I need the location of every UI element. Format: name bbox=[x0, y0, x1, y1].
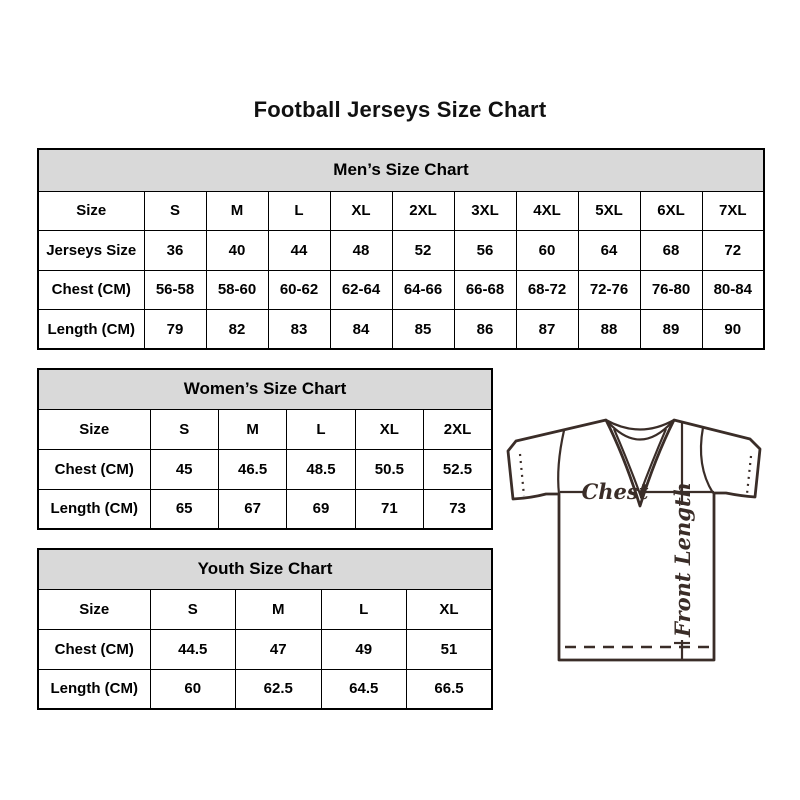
table-cell: 64.5 bbox=[321, 669, 407, 709]
table-cell: S bbox=[150, 589, 236, 629]
table-cell: 56-58 bbox=[144, 270, 206, 310]
table-cell: 46.5 bbox=[218, 449, 286, 489]
table-cell: 68-72 bbox=[516, 270, 578, 310]
row-label: Chest (CM) bbox=[38, 629, 150, 669]
right-armhole-seam bbox=[701, 428, 713, 494]
table-cell: 72 bbox=[702, 231, 764, 271]
row-label: Size bbox=[38, 589, 150, 629]
row-label: Length (CM) bbox=[38, 310, 144, 350]
table-cell: 50.5 bbox=[355, 449, 423, 489]
youth-size-table bbox=[37, 548, 493, 710]
table-cell: 49 bbox=[321, 629, 407, 669]
table-cell: 64 bbox=[578, 231, 640, 271]
table-cell: 56 bbox=[454, 231, 516, 271]
table-cell: 84 bbox=[330, 310, 392, 350]
table-row bbox=[38, 270, 764, 310]
row-label: Length (CM) bbox=[38, 669, 150, 709]
table-cell: 89 bbox=[640, 310, 702, 350]
table-cell: 7XL bbox=[702, 191, 764, 231]
front-length-measure-label: Front Length bbox=[670, 482, 695, 637]
left-armhole-seam bbox=[558, 431, 564, 495]
table-cell: 69 bbox=[287, 489, 355, 529]
table-title-row bbox=[38, 149, 764, 191]
table-cell: 48.5 bbox=[287, 449, 355, 489]
table-title: Youth Size Chart bbox=[38, 549, 492, 589]
table-cell: 71 bbox=[355, 489, 423, 529]
table-row bbox=[38, 409, 492, 449]
jersey-diagram bbox=[498, 394, 780, 694]
row-label: Length (CM) bbox=[38, 489, 150, 529]
table-cell: 82 bbox=[206, 310, 268, 350]
table-cell: 68 bbox=[640, 231, 702, 271]
table-row bbox=[38, 231, 764, 271]
table-cell: L bbox=[321, 589, 407, 629]
right-cuff-stitch bbox=[747, 456, 751, 494]
table-cell: 87 bbox=[516, 310, 578, 350]
table-cell: 6XL bbox=[640, 191, 702, 231]
table-cell: M bbox=[206, 191, 268, 231]
table-cell: 52.5 bbox=[424, 449, 492, 489]
table-cell: 62.5 bbox=[236, 669, 322, 709]
table-cell: 44.5 bbox=[150, 629, 236, 669]
table-title: Men’s Size Chart bbox=[38, 149, 764, 191]
table-row bbox=[38, 669, 492, 709]
table-cell: 60 bbox=[150, 669, 236, 709]
table-cell: 66-68 bbox=[454, 270, 516, 310]
jersey-outline bbox=[508, 420, 760, 660]
table-title-row bbox=[38, 369, 492, 409]
table-cell: 66.5 bbox=[407, 669, 493, 709]
table-row bbox=[38, 449, 492, 489]
table-cell: 44 bbox=[268, 231, 330, 271]
row-label: Jerseys Size bbox=[38, 231, 144, 271]
table-cell: 76-80 bbox=[640, 270, 702, 310]
chest-measure-label: Chest bbox=[581, 479, 649, 504]
table-cell: XL bbox=[407, 589, 493, 629]
table-cell: 51 bbox=[407, 629, 493, 669]
table-cell: 40 bbox=[206, 231, 268, 271]
table-cell: S bbox=[144, 191, 206, 231]
table-cell: 90 bbox=[702, 310, 764, 350]
table-cell: M bbox=[236, 589, 322, 629]
table-title: Women’s Size Chart bbox=[38, 369, 492, 409]
table-cell: XL bbox=[330, 191, 392, 231]
table-cell: 47 bbox=[236, 629, 322, 669]
table-cell: 52 bbox=[392, 231, 454, 271]
row-label: Size bbox=[38, 191, 144, 231]
table-cell: 62-64 bbox=[330, 270, 392, 310]
table-row bbox=[38, 489, 492, 529]
womens-size-table bbox=[37, 368, 493, 530]
table-cell: XL bbox=[355, 409, 423, 449]
collar-back-arc bbox=[606, 420, 674, 430]
table-cell: 73 bbox=[424, 489, 492, 529]
table-row bbox=[38, 191, 764, 231]
table-cell: 58-60 bbox=[206, 270, 268, 310]
row-label: Chest (CM) bbox=[38, 270, 144, 310]
table-cell: 64-66 bbox=[392, 270, 454, 310]
table-cell: 79 bbox=[144, 310, 206, 350]
table-cell: 85 bbox=[392, 310, 454, 350]
table-cell: 72-76 bbox=[578, 270, 640, 310]
table-cell: L bbox=[287, 409, 355, 449]
table-cell: 3XL bbox=[454, 191, 516, 231]
table-cell: 4XL bbox=[516, 191, 578, 231]
table-cell: M bbox=[218, 409, 286, 449]
table-cell: 86 bbox=[454, 310, 516, 350]
table-cell: 45 bbox=[150, 449, 218, 489]
left-cuff-stitch bbox=[520, 454, 524, 496]
table-cell: 65 bbox=[150, 489, 218, 529]
table-cell: 80-84 bbox=[702, 270, 764, 310]
table-cell: 60-62 bbox=[268, 270, 330, 310]
table-cell: 2XL bbox=[424, 409, 492, 449]
table-cell: 88 bbox=[578, 310, 640, 350]
row-label: Chest (CM) bbox=[38, 449, 150, 489]
table-cell: 60 bbox=[516, 231, 578, 271]
table-cell: 36 bbox=[144, 231, 206, 271]
jersey-measurement-illustration bbox=[498, 394, 780, 694]
table-row bbox=[38, 629, 492, 669]
table-cell: 48 bbox=[330, 231, 392, 271]
table-cell: L bbox=[268, 191, 330, 231]
table-cell: 83 bbox=[268, 310, 330, 350]
table-title-row bbox=[38, 549, 492, 589]
mens-size-table bbox=[37, 148, 765, 350]
page-title: Football Jerseys Size Chart bbox=[253, 97, 547, 122]
table-cell: 67 bbox=[218, 489, 286, 529]
table-cell: S bbox=[150, 409, 218, 449]
table-row bbox=[38, 589, 492, 629]
row-label: Size bbox=[38, 409, 150, 449]
table-row bbox=[38, 310, 764, 350]
table-cell: 5XL bbox=[578, 191, 640, 231]
table-cell: 2XL bbox=[392, 191, 454, 231]
